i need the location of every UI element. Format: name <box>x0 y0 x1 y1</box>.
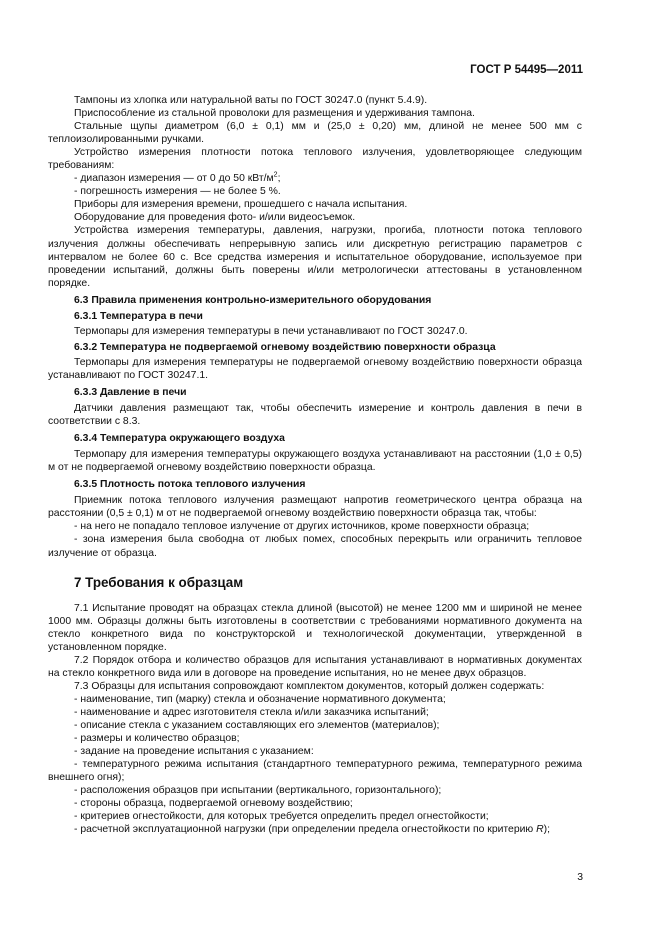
paragraph: Термопары для измерения температуры не подвергаемой огневому воздействию поверхности образца устанавливают по ГОСТ 30247.1. <box>48 356 582 381</box>
subsection-heading: 6.3.5 Плотность потока теплового излучения <box>74 479 306 491</box>
subsection-heading: 6.3.2 Температура не подвергаемой огневому воздействию поверхности образца <box>74 341 496 353</box>
list-item: - размеры и количество образцов; <box>74 733 240 745</box>
list-item: - погрешность измерения — не более 5 %. <box>74 186 281 198</box>
paragraph: 7.3 Образцы для испытания сопровождают комплектом документов, который должен содержать: <box>74 680 545 692</box>
list-item: - зона измерения была свободна от любых помех, способных перекрыть или ограничить тепловое излучение от образца. <box>48 534 582 559</box>
subsection-heading: 6.3.3 Давление в печи <box>74 386 187 398</box>
superscript: 2 <box>273 171 278 179</box>
document-body <box>48 94 582 836</box>
list-item: - задание на проведение испытания с указанием: <box>74 746 314 758</box>
list-item: - температурного режима испытания (стандартного температурного режима, температурного режима внешнего огня); <box>48 759 582 784</box>
paragraph: Стальные щупы диаметром (6,0 ± 0,1) мм и (25,0 ± 0,20) мм, длиной не менее 500 мм с теплоизолированными ручками. <box>48 121 582 146</box>
paragraph: Устройства измерения температуры, давления, нагрузки, прогиба, плотности потока теплового излучения должны обеспечивать непрерывную запись или дискретную регистрацию параметров с интервалом не более 60 с. Все средства измерения и испытательное оборудование, используемое при проведении испытаний, должны быть поверены и/или метрологически аттестованы в установленном порядке. <box>48 225 582 289</box>
paragraph: Устройство измерения плотности потока теплового излучения, удовлетворяющее следующим требованиям: <box>48 147 582 172</box>
list-item <box>48 823 582 836</box>
paragraph: Приемник потока теплового излучения размещают напротив геометрического центра образца на расстоянии (0,5 ± 0,1) м от не подвергаемой огневому воздействию поверхности образца так, чтобы: <box>48 495 582 520</box>
section-heading: 6.3 Правила применения контрольно-измерительного оборудования <box>74 294 432 306</box>
paragraph: Термопару для измерения температуры окружающего воздуха устанавливают на расстоянии (1,0 ± 0,5) м от не подвергаемой огневому воздействию поверхности образца. <box>48 449 582 474</box>
paragraph: Датчики давления размещают так, чтобы обеспечить измерение и контроль давления в печи в соответствии с 8.3. <box>48 403 582 428</box>
list-item: - стороны образца, подвергаемой огневому воздействию; <box>74 798 353 810</box>
paragraph: Приборы для измерения времени, прошедшего с начала испытания. <box>74 199 408 211</box>
subsection-heading: 6.3.1 Температура в печи <box>74 310 203 322</box>
paragraph: 7.1 Испытание проводят на образцах стекла длиной (высотой) не менее 1200 мм и шириной не менее 1000 мм. Образцы должны быть изготовлены в соответствии с требованиями нормативного документа на стекло конкретного вида по конструкторской и технологической документации, утвержденной в установленном порядке. <box>48 602 582 653</box>
list-item-text: - диапазон измерения — от 0 до 50 кВт/м <box>74 173 274 185</box>
document-code: ГОСТ Р 54495—2011 <box>470 64 583 76</box>
subsection-heading: 6.3.4 Температура окружающего воздуха <box>74 433 285 445</box>
chapter-heading: 7 Требования к образцам <box>74 574 244 590</box>
list-item: - критериев огнестойкости, для которых требуется определить предел огнестойкости; <box>74 811 489 823</box>
list-item: - на него не попадало тепловое излучение от других источников, кроме поверхности образца; <box>74 521 530 533</box>
list-item-text: - расчетной эксплуатационной нагрузки (при определении предела огнестойкости по критерию <box>74 824 537 836</box>
list-item: - описание стекла с указанием составляющих его элементов (материалов); <box>74 720 440 732</box>
list-item-text: ; <box>277 173 281 185</box>
list-item-text: ); <box>543 824 550 836</box>
paragraph: Тампоны из хлопка или натуральной ваты по ГОСТ 30247.0 (пункт 5.4.9). <box>74 95 428 106</box>
paragraph: Приспособление из стальной проволоки для размещения и удерживания тампона. <box>74 108 475 120</box>
paragraph: 7.2 Порядок отбора и количество образцов для испытания устанавливают в нормативных документах на стекло конкретного вида или в договоре на проведение испытания, но не менее двух образцов. <box>48 654 582 679</box>
criterion-symbol: R <box>536 824 544 836</box>
list-item <box>48 172 582 185</box>
list-item: - наименование и адрес изготовителя стекла и/или заказчика испытаний; <box>74 706 429 718</box>
list-item: - наименование, тип (марку) стекла и обозначение нормативного документа; <box>74 693 446 705</box>
paragraph: Термопары для измерения температуры в печи устанавливают по ГОСТ 30247.0. <box>74 325 468 337</box>
list-item: - расположения образцов при испытании (вертикального, горизонтального); <box>74 785 442 797</box>
page-number: 3 <box>577 872 583 883</box>
paragraph: Оборудование для проведения фото- и/или видеосъемок. <box>74 212 356 224</box>
